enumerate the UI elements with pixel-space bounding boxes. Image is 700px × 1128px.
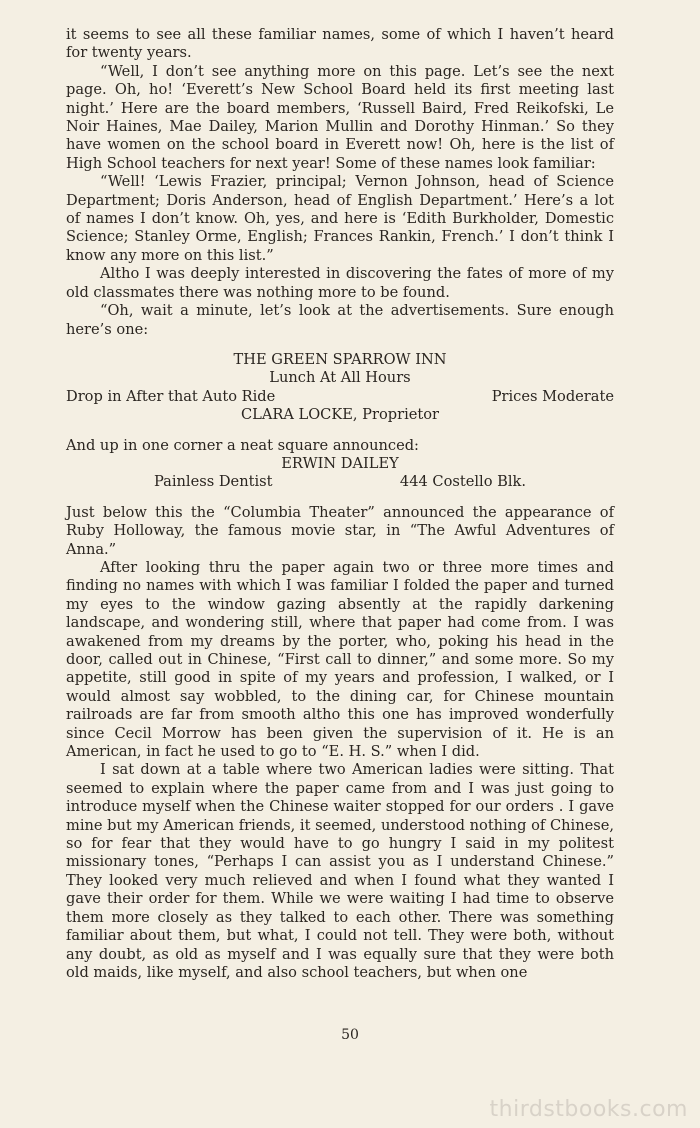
ad-left-text: Drop in After that Auto Ride [66, 387, 276, 405]
ad-left-text: Painless Dentist [154, 473, 273, 491]
ad-name: ERWIN DAILEY [281, 454, 399, 472]
paragraph: Just below this the “Columbia Theater” announced the appearance of Ruby Holloway, the famous movie star, in “The Awful Adventures of Anna.” [66, 503, 614, 558]
page-body [66, 26, 614, 982]
paragraph: “Well! ‘Lewis Frazier, principal; Vernon Johnson, head of Science Department; Doris Anderson, head of English Department.’ Here’s a lot of names I don’t know. Oh, yes, and here is ‘Edith Burkholder, Domestic Science; Stanley Orme, English; Frances Rankin, French.’ I don’t think I know any more on this list.” [66, 173, 614, 264]
paragraph: “Well, I don’t see anything more on this page. Let’s see the next page. Oh, ho! ‘Everett’s New School Board held its first meeting last night.’ Here are the board members, ‘Russell Baird, Fred Reikofski, Le Noir Haines, Mae Dailey, Marion Mullin and Dorothy Hinman.’ So they have women on the school board in Everett now! Oh, here is the list of High School teachers for next year! Some of these names look familiar: [66, 62, 614, 172]
ad-right-text: 444 Costello Blk. [399, 473, 526, 491]
body-text-continued [66, 504, 614, 983]
ad-line [66, 388, 614, 406]
watermark: thirdstbooks.com [489, 1097, 688, 1122]
ad-right-text: Prices Moderate [491, 387, 614, 405]
paragraph: And up in one corner a neat square announced: [66, 436, 419, 454]
advertisement-green-sparrow-inn [66, 351, 614, 425]
paragraph: I sat down at a table where two American ladies were sitting. That seemed to explain where the paper came from and I was just going to introduce myself when the Chinese waiter stopped for our orders . I gave mine but my American friends, it seemed, understood nothing of Chinese, so for fear that they would have to go hungry I said in my politest missionary tones, “Perhaps I can assist you as I understand Chinese.” They looked very much relieved and when I found what they wanted I gave their order for them. While we were waiting I had time to observe them more closely as they talked to each other. There was something familiar about them, but what, I could not tell. They were both, without any doubt, as old as myself and I was equally sure that they were both old maids, like myself, and also school teachers, but when one [66, 761, 614, 981]
ad-proprietor: CLARA LOCKE, Proprietor [240, 406, 440, 424]
paragraph: After looking thru the paper again two or three more times and finding no names with which I was familiar I folded the paper and turned my eyes to the window gazing absently at the rapidly darkening landscape, and wondering still, where that paper had come from. I was awakened from my dreams by the porter, who, poking his head in the door, called out in Chinese, “First call to dinner,” and some more. So my appetite, still good in spite of my years and profession, I walked, or I would almost say wobbled, to the dining car, for Chinese mountain railroads are far from smooth altho this one has improved wonderfully since Cecil Morrow has been given the supervision of it. He is an American, in fact he used to go to “E. H. S.” when I did. [66, 558, 614, 761]
ad-tagline: Lunch At All Hours [269, 369, 411, 387]
paragraph: Altho I was deeply interested in discovering the fates of more of my old classmates there was nothing more to be found. [66, 265, 614, 301]
advertisement-erwin-dailey [66, 455, 614, 492]
page-number: 50 [341, 1027, 359, 1043]
ad-name: THE GREEN SPARROW INN [233, 350, 447, 368]
paragraph: it seems to see all these familiar names, some of which I haven’t heard for twenty years. [66, 26, 614, 62]
ad-line [66, 473, 614, 491]
paragraph: “Oh, wait a minute, let’s look at the advertisements. Sure enough here’s one: [66, 302, 614, 338]
